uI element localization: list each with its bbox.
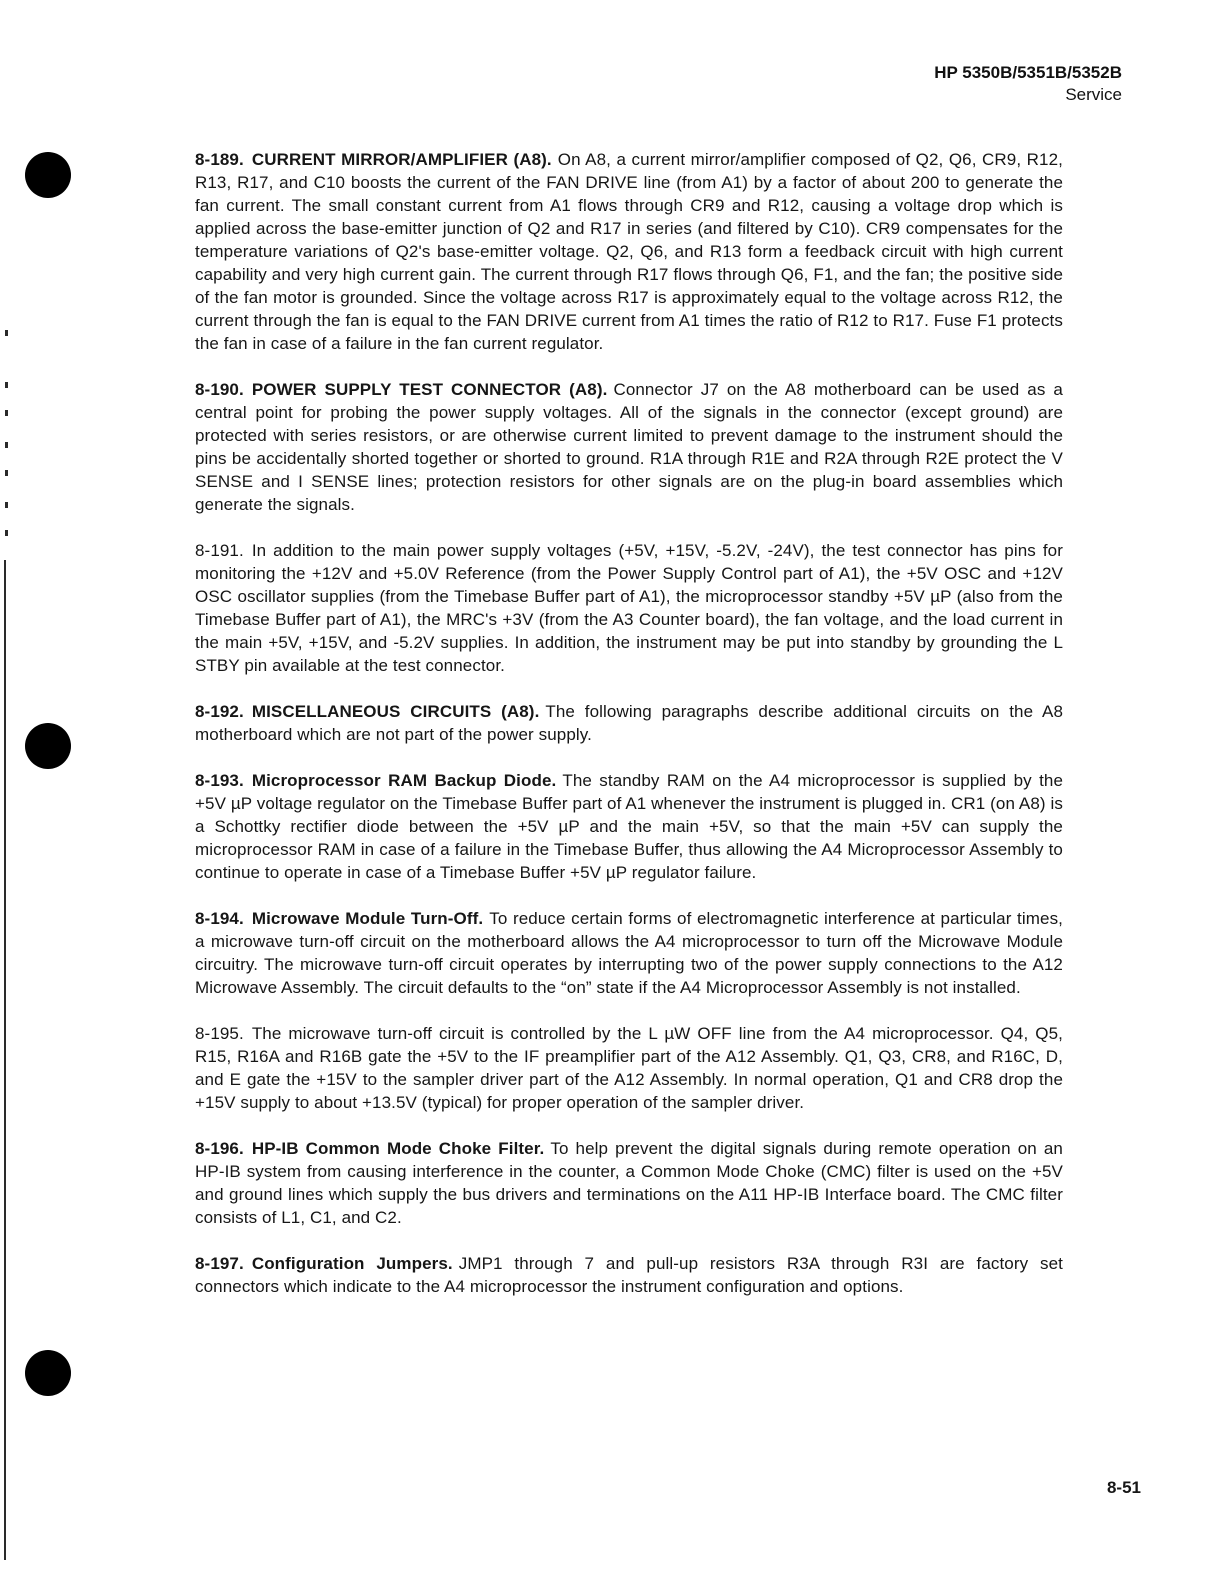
body-text <box>195 148 1063 1321</box>
binding-edge-mark <box>5 442 8 448</box>
paragraph-8-195 <box>195 1022 1063 1114</box>
paragraph-8-194 <box>195 907 1063 999</box>
paragraph-text: The microwave turn-off circuit is controlled by the L µW OFF line from the A4 microprocessor. Q4, Q5, R15, R16A and R16B gate the +5V to the IF preamplifier part of the A12 Assembly. Q1, Q3, CR8, and R16C, D, and E gate the +15V to the sampler driver part of the A12 Assembly. In normal operation, Q1 and CR8 drop the +15V supply to about +13.5V (typical) for proper operation of the sampler driver. <box>195 1024 1063 1112</box>
paragraph-text: The standby RAM on the A4 microprocessor is supplied by the +5V µP voltage regulator on the Timebase Buffer part of A1 whenever the instrument is plugged in. CR1 (on A8) is a Schottky rectifier diode between the +5V µP and the main +5V, so that the main +5V can supply the microprocessor RAM in case of a failure in the Timebase Buffer, thus allowing the A4 Microprocessor Assembly to continue to operate in case of a Timebase Buffer +5V µP regulator failure. <box>195 771 1064 882</box>
paragraph-8-192 <box>195 700 1063 746</box>
paragraph-8-193 <box>195 769 1063 884</box>
binding-edge-mark <box>5 502 8 508</box>
header-section: Service <box>1065 85 1122 104</box>
paragraph-title: HP-IB Common Mode Choke Filter. <box>251 1139 545 1158</box>
paragraph-8-191 <box>195 539 1063 677</box>
paragraph-8-197 <box>195 1252 1063 1298</box>
paragraph-title: MISCELLANEOUS CIRCUITS (A8). <box>251 702 540 721</box>
punch-hole-top <box>25 152 71 198</box>
paragraph-8-190 <box>195 378 1063 516</box>
binding-edge-mark <box>5 530 8 536</box>
binding-edge-mark <box>5 382 8 388</box>
paragraph-title: Microwave Module Turn-Off. <box>251 909 484 928</box>
paragraph-title: POWER SUPPLY TEST CONNECTOR (A8). <box>251 380 608 399</box>
paragraph-text: In addition to the main power supply voltages (+5V, +15V, -5.2V, -24V), the test connector has pins for monitoring the +12V and +5.0V Reference (from the Power Supply Control part of A1), the +5V OSC and +12V OSC oscillator supplies (from the Timebase Buffer part of A1), the microprocessor standby +5V µP (also from the Timebase Buffer part of A1), the MRC's +3V (from the A3 Counter board), the fan voltage, and the load current in the main +5V, +15V, and -5.2V supplies. In addition, the instrument may be put into standby by grounding the L STBY pin available at the test connector. <box>195 541 1063 675</box>
paragraph-number: 8-193. <box>195 771 244 790</box>
paragraph-number: 8-197. <box>195 1254 244 1273</box>
paragraph-number: 8-194. <box>195 909 244 928</box>
paragraph-number: 8-190. <box>195 380 244 399</box>
paragraph-title: Microprocessor RAM Backup Diode. <box>251 771 557 790</box>
paragraph-text: To help prevent the digital signals during remote operation on an HP-IB system from causing interference in the counter, a Common Mode Choke (CMC) filter is used on the +5V and ground lines which supply the bus drivers and terminations on the A11 HP-IB Interface board. The CMC filter consists of L1, C1, and C2. <box>195 1139 1063 1227</box>
paragraph-8-196 <box>195 1137 1063 1229</box>
paragraph-text: To reduce certain forms of electromagnetic interference at particular times, a microwave turn-off circuit on the motherboard allows the A4 microprocessor to turn off the Microwave Module circuitry. The microwave turn-off circuit operates by interrupting two of the power supply connections to the A12 Microwave Assembly. The circuit defaults to the “on” state if the A4 Microprocessor Assembly is not installed. <box>195 909 1063 997</box>
paragraph-title: Configuration Jumpers. <box>251 1254 453 1273</box>
paragraph-title: CURRENT MIRROR/AMPLIFIER (A8). <box>251 150 552 169</box>
paragraph-text: Connector J7 on the A8 motherboard can be used as a central point for probing the power supply voltages. All of the signals in the connector (except ground) are protected with series resistors, or are otherwise current limited to prevent damage to the instrument should the pins be accidentally shorted together or shorted to ground. R1A through R1E and R2A through R2E protect the V SENSE and I SENSE lines; protection resistors for other signals are on the plug-in board assemblies which generate the signals. <box>195 380 1063 514</box>
header-model: HP 5350B/5351B/5352B <box>934 63 1122 82</box>
paragraph-number: 8-195. <box>195 1024 244 1043</box>
page-number: 8-51 <box>1106 1478 1141 1497</box>
punch-hole-bottom <box>25 1350 71 1396</box>
binding-edge-mark <box>5 330 8 336</box>
paragraph-number: 8-196. <box>195 1139 244 1158</box>
paragraph-text: JMP1 through 7 and pull-up resistors R3A through R3I are factory set connectors which indicate to the A4 microprocessor the instrument configuration and options. <box>195 1254 1063 1296</box>
paragraph-number: 8-191. <box>195 541 244 560</box>
binding-edge-mark <box>5 470 8 476</box>
paragraph-number: 8-192. <box>195 702 244 721</box>
binding-edge-line <box>4 560 6 1560</box>
paragraph-text: On A8, a current mirror/amplifier composed of Q2, Q6, CR9, R12, R13, R17, and C10 boosts the current of the FAN DRIVE line (from A1) by a factor of about 200 to generate the fan current. The small constant current from A1 flows through CR9 and R12, causing a voltage drop which is applied across the base-emitter junction of Q2 and R17 in series (and filtered by C10). CR9 compensates for the temperature variations of Q2's base-emitter voltage. Q2, Q6, and R13 form a feedback circuit with high current capability and very high current gain. The current through R17 flows through Q6, F1, and the fan; the positive side of the fan motor is grounded. Since the voltage across R17 is approximately equal to the voltage across R12, the current through the fan is equal to the FAN DRIVE current from A1 times the ratio of R12 to R17. Fuse F1 protects the fan in case of a failure in the fan current regulator. <box>195 150 1063 353</box>
paragraph-8-189 <box>195 148 1063 355</box>
punch-hole-middle <box>25 723 71 769</box>
binding-edge-mark <box>5 410 8 416</box>
paragraph-number: 8-189. <box>195 150 244 169</box>
paragraph-text: The following paragraphs describe additional circuits on the A8 motherboard which are not part of the power supply. <box>195 702 1063 744</box>
page-header <box>934 62 1122 106</box>
